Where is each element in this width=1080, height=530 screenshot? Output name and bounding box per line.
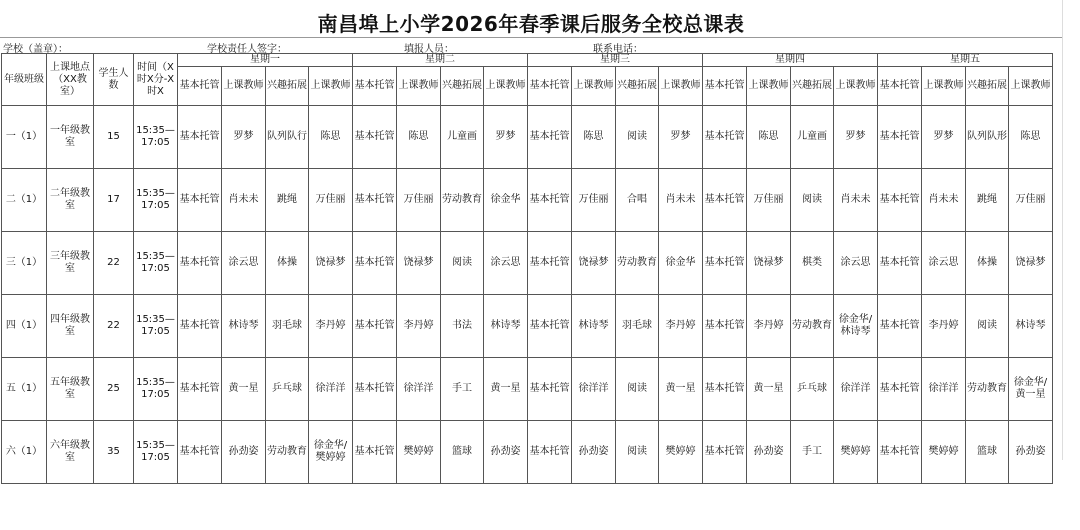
subheader-cell: 兴趣拓展	[791, 67, 834, 106]
schedule-cell: 儿童画	[791, 106, 834, 169]
schedule-cell: 儿童画	[441, 106, 484, 169]
schedule-cell: 陈思	[572, 106, 616, 169]
class-cell: 六（1）	[2, 421, 47, 484]
schedule-cell: 基本托管	[528, 169, 572, 232]
schedule-cell: 手工	[441, 358, 484, 421]
schedule-cell: 基本托管	[178, 232, 222, 295]
schedule-cell: 乒乓球	[266, 358, 309, 421]
class-cell: 二（1）	[2, 169, 47, 232]
schedule-cell: 饶禄梦	[309, 232, 353, 295]
schedule-cell: 樊婷婷	[834, 421, 878, 484]
schedule-cell: 李丹婷	[747, 295, 791, 358]
schedule-cell: 罗梦	[484, 106, 528, 169]
schedule-cell: 林诗琴	[1009, 295, 1053, 358]
subheader-cell: 上课教师	[834, 67, 878, 106]
schedule-cell: 劳动教育	[791, 295, 834, 358]
subheader-cell: 基本托管	[528, 67, 572, 106]
schedule-cell: 肖未未	[222, 169, 266, 232]
schedule-cell: 樊婷婷	[659, 421, 703, 484]
schedule-cell: 基本托管	[528, 295, 572, 358]
subheader-cell: 基本托管	[878, 67, 922, 106]
room-cell: 五年级教室	[47, 358, 94, 421]
table-row	[2, 232, 1053, 295]
schedule-cell: 基本托管	[528, 106, 572, 169]
subheader-cell: 基本托管	[353, 67, 397, 106]
schedule-cell: 黄一星	[222, 358, 266, 421]
schedule-cell: 肖未未	[922, 169, 966, 232]
schedule-cell: 篮球	[966, 421, 1009, 484]
phone-label: 联系电话：	[593, 44, 643, 55]
header-row-days	[2, 54, 1053, 67]
schedule-cell: 肖未未	[834, 169, 878, 232]
header-day-3: 星期三	[528, 54, 703, 67]
schedule-cell: 孙劲姿	[572, 421, 616, 484]
schedule-cell: 林诗琴	[222, 295, 266, 358]
schedule-cell: 队列队行	[266, 106, 309, 169]
schedule-cell: 基本托管	[878, 295, 922, 358]
schedule-cell: 基本托管	[178, 421, 222, 484]
schedule-cell: 涂云思	[834, 232, 878, 295]
subheader-cell: 上课教师	[922, 67, 966, 106]
time-cell: 15:35—17:05	[134, 106, 178, 169]
schedule-cell: 徐洋洋	[309, 358, 353, 421]
count-cell: 17	[94, 169, 134, 232]
schedule-cell: 徐金华/林诗琴	[834, 295, 878, 358]
schedule-cell: 乒乓球	[791, 358, 834, 421]
schedule-cell: 基本托管	[178, 169, 222, 232]
schedule-cell: 陈思	[397, 106, 441, 169]
page-title: 南昌埠上小学2026年春季课后服务全校总课表	[317, 12, 745, 36]
header-students: 学生人数	[94, 54, 134, 106]
schedule-cell: 基本托管	[878, 106, 922, 169]
schedule-cell: 基本托管	[703, 358, 747, 421]
count-cell: 22	[94, 295, 134, 358]
count-cell: 35	[94, 421, 134, 484]
subheader-cell: 兴趣拓展	[266, 67, 309, 106]
table-row	[2, 106, 1053, 169]
table-row	[2, 169, 1053, 232]
room-cell: 三年级教室	[47, 232, 94, 295]
schedule-cell: 跳绳	[966, 169, 1009, 232]
subheader-cell: 上课教师	[309, 67, 353, 106]
schedule-cell: 饶禄梦	[397, 232, 441, 295]
schedule-cell: 基本托管	[528, 232, 572, 295]
schedule-cell: 林诗琴	[572, 295, 616, 358]
subheader-cell: 基本托管	[703, 67, 747, 106]
title-divider	[0, 37, 1062, 38]
schedule-cell: 基本托管	[353, 421, 397, 484]
schedule-cell: 基本托管	[178, 295, 222, 358]
schedule-cell: 阅读	[616, 421, 659, 484]
room-cell: 二年级教室	[47, 169, 94, 232]
schedule-cell: 罗梦	[922, 106, 966, 169]
schedule-cell: 手工	[791, 421, 834, 484]
schedule-cell: 徐金华/樊婷婷	[309, 421, 353, 484]
schedule-cell: 孙劲姿	[222, 421, 266, 484]
schedule-cell: 罗梦	[222, 106, 266, 169]
schedule-cell: 万佳丽	[397, 169, 441, 232]
table-row	[2, 421, 1053, 484]
subheader-cell: 基本托管	[178, 67, 222, 106]
school-seal-label: 学校（盖章）：	[3, 44, 68, 55]
room-cell: 四年级教室	[47, 295, 94, 358]
table-row	[2, 358, 1053, 421]
schedule-cell: 樊婷婷	[397, 421, 441, 484]
schedule-cell: 基本托管	[528, 421, 572, 484]
schedule-cell: 阅读	[616, 106, 659, 169]
schedule-cell: 基本托管	[703, 421, 747, 484]
schedule-cell: 罗梦	[659, 106, 703, 169]
schedule-cell: 徐洋洋	[397, 358, 441, 421]
time-cell: 15:35—17:05	[134, 358, 178, 421]
schedule-cell: 基本托管	[878, 169, 922, 232]
header-time: 时间（X时X分-X时X	[134, 54, 178, 106]
schedule-cell: 基本托管	[703, 106, 747, 169]
schedule-cell: 基本托管	[528, 358, 572, 421]
schedule-table	[1, 53, 1053, 484]
subheader-cell: 上课教师	[222, 67, 266, 106]
header-day-1: 星期一	[178, 54, 353, 67]
schedule-cell: 劳动教育	[266, 421, 309, 484]
schedule-cell: 黄一星	[747, 358, 791, 421]
schedule-cell: 羽毛球	[616, 295, 659, 358]
schedule-cell: 阅读	[441, 232, 484, 295]
count-cell: 15	[94, 106, 134, 169]
schedule-cell: 基本托管	[353, 169, 397, 232]
schedule-cell: 徐洋洋	[834, 358, 878, 421]
schedule-cell: 羽毛球	[266, 295, 309, 358]
schedule-cell: 劳动教育	[966, 358, 1009, 421]
header-location: 上课地点（XX教室）	[47, 54, 94, 106]
schedule-cell: 劳动教育	[441, 169, 484, 232]
schedule-cell: 肖未未	[659, 169, 703, 232]
schedule-cell: 基本托管	[353, 295, 397, 358]
subheader-cell: 上课教师	[659, 67, 703, 106]
time-cell: 15:35—17:05	[134, 169, 178, 232]
subheader-cell: 上课教师	[572, 67, 616, 106]
schedule-cell: 饶禄梦	[572, 232, 616, 295]
subheader-cell: 上课教师	[484, 67, 528, 106]
count-cell: 25	[94, 358, 134, 421]
time-cell: 15:35—17:05	[134, 421, 178, 484]
class-cell: 一（1）	[2, 106, 47, 169]
schedule-cell: 李丹婷	[922, 295, 966, 358]
schedule-cell: 陈思	[1009, 106, 1053, 169]
schedule-cell: 基本托管	[353, 358, 397, 421]
class-cell: 四（1）	[2, 295, 47, 358]
schedule-cell: 黄一星	[659, 358, 703, 421]
schedule-cell: 基本托管	[178, 106, 222, 169]
schedule-cell: 陈思	[309, 106, 353, 169]
schedule-cell: 李丹婷	[309, 295, 353, 358]
schedule-cell: 万佳丽	[747, 169, 791, 232]
subheader-cell: 兴趣拓展	[441, 67, 484, 106]
class-cell: 五（1）	[2, 358, 47, 421]
schedule-cell: 孙劲姿	[1009, 421, 1053, 484]
schedule-cell: 队列队形	[966, 106, 1009, 169]
schedule-cell: 万佳丽	[309, 169, 353, 232]
subheader-cell: 上课教师	[1009, 67, 1053, 106]
schedule-cell: 徐洋洋	[572, 358, 616, 421]
class-cell: 三（1）	[2, 232, 47, 295]
subheader-cell: 兴趣拓展	[966, 67, 1009, 106]
schedule-cell: 林诗琴	[484, 295, 528, 358]
schedule-cell: 阅读	[966, 295, 1009, 358]
count-cell: 22	[94, 232, 134, 295]
room-cell: 六年级教室	[47, 421, 94, 484]
table-row	[2, 295, 1053, 358]
schedule-cell: 棋类	[791, 232, 834, 295]
filler-label: 填报人员：	[404, 44, 454, 55]
subheader-cell: 上课教师	[747, 67, 791, 106]
header-grade-class: 年级班级	[2, 54, 47, 106]
schedule-cell: 体操	[966, 232, 1009, 295]
header-day-4: 星期四	[703, 54, 878, 67]
schedule-cell: 李丹婷	[397, 295, 441, 358]
schedule-cell: 徐金华/黄一星	[1009, 358, 1053, 421]
schedule-cell: 樊婷婷	[922, 421, 966, 484]
schedule-cell: 徐金华	[659, 232, 703, 295]
schedule-cell: 涂云思	[222, 232, 266, 295]
schedule-cell: 李丹婷	[659, 295, 703, 358]
schedule-cell: 陈思	[747, 106, 791, 169]
schedule-cell: 罗梦	[834, 106, 878, 169]
schedule-cell: 饶禄梦	[747, 232, 791, 295]
schedule-cell: 基本托管	[878, 421, 922, 484]
schedule-cell: 孙劲姿	[747, 421, 791, 484]
time-cell: 15:35—17:05	[134, 232, 178, 295]
header-day-5: 星期五	[878, 54, 1053, 67]
schedule-cell: 劳动教育	[616, 232, 659, 295]
schedule-cell: 阅读	[616, 358, 659, 421]
schedule-cell: 体操	[266, 232, 309, 295]
schedule-cell: 跳绳	[266, 169, 309, 232]
schedule-cell: 基本托管	[703, 169, 747, 232]
schedule-cell: 基本托管	[703, 295, 747, 358]
subheader-cell: 上课教师	[397, 67, 441, 106]
schedule-cell: 阅读	[791, 169, 834, 232]
table-body	[2, 54, 1053, 484]
schedule-cell: 基本托管	[353, 106, 397, 169]
schedule-cell: 万佳丽	[572, 169, 616, 232]
schedule-cell: 合唱	[616, 169, 659, 232]
schedule-cell: 涂云思	[922, 232, 966, 295]
room-cell: 一年级教室	[47, 106, 94, 169]
schedule-cell: 基本托管	[178, 358, 222, 421]
schedule-cell: 徐洋洋	[922, 358, 966, 421]
header-day-2: 星期二	[353, 54, 528, 67]
sheet-gridline	[1062, 0, 1063, 460]
responsible-signature-label: 学校责任人签字：	[207, 44, 287, 55]
schedule-cell: 徐金华	[484, 169, 528, 232]
schedule-cell: 篮球	[441, 421, 484, 484]
schedule-cell: 黄一星	[484, 358, 528, 421]
schedule-cell: 书法	[441, 295, 484, 358]
schedule-cell: 基本托管	[878, 232, 922, 295]
schedule-cell: 万佳丽	[1009, 169, 1053, 232]
schedule-cell: 孙劲姿	[484, 421, 528, 484]
schedule-cell: 饶禄梦	[1009, 232, 1053, 295]
schedule-cell: 基本托管	[703, 232, 747, 295]
schedule-cell: 基本托管	[353, 232, 397, 295]
time-cell: 15:35—17:05	[134, 295, 178, 358]
subheader-cell: 兴趣拓展	[616, 67, 659, 106]
schedule-cell: 涂云思	[484, 232, 528, 295]
schedule-cell: 基本托管	[878, 358, 922, 421]
